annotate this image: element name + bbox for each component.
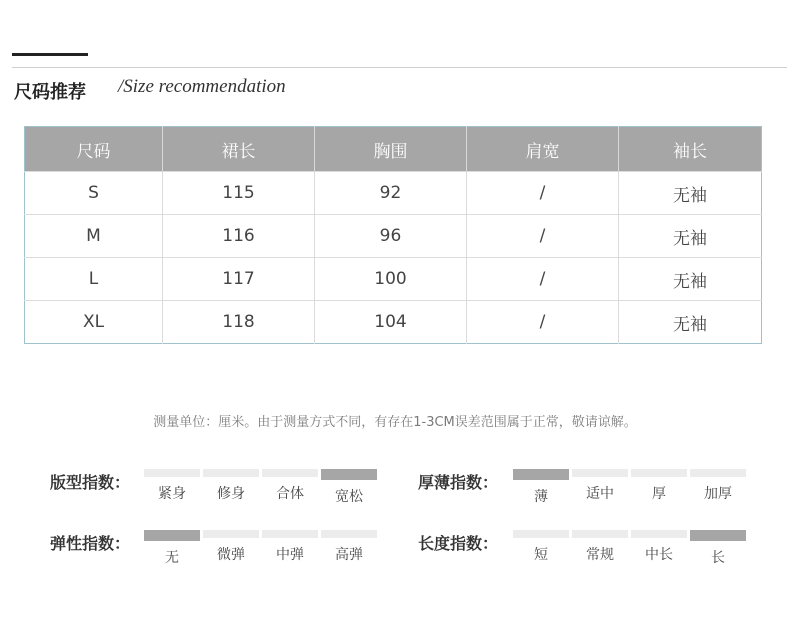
scale-bar [321,530,377,538]
scale-option-label: 适中 [586,486,614,502]
scale-option-label: 无 [165,550,179,566]
table-cell: 100 [315,258,467,301]
scale-option-label: 修身 [217,486,245,502]
scale-option [203,530,259,567]
col-header-bust: 胸围 [315,127,467,172]
thickness-index-label: 厚薄指数： [418,473,499,492]
table-cell: 116 [163,215,315,258]
table-cell: 104 [315,301,467,344]
table-cell: / [467,258,619,301]
table-cell: 118 [163,301,315,344]
table-cell: L [25,258,163,301]
table-row [25,172,762,215]
scale-bar [631,530,687,538]
table-cell: 无袖 [619,301,762,344]
col-header-shoulder: 肩宽 [467,127,619,172]
scale-option [144,530,200,567]
section-title: 尺码推荐 [14,82,86,103]
scale-option [144,469,200,506]
scale-option-label: 中弹 [276,547,304,563]
scale-option-label: 微弹 [217,547,245,563]
scale-option [321,469,377,506]
scale-bar [203,530,259,538]
table-cell: 96 [315,215,467,258]
table-cell: 92 [315,172,467,215]
table-cell: 117 [163,258,315,301]
size-table [24,126,762,344]
scale-bar-selected [513,469,569,480]
scale-option [572,530,628,567]
scale-option [262,469,318,506]
col-header-sleeve: 袖长 [619,127,762,172]
length-index-label: 长度指数： [418,534,499,553]
scale-option-label: 加厚 [704,486,732,502]
table-cell: 无袖 [619,258,762,301]
table-cell: 无袖 [619,172,762,215]
scale-option-label: 紧身 [158,486,186,502]
scale-bar [262,530,318,538]
scale-option-label: 长 [711,550,725,566]
scale-option-label: 高弹 [335,547,363,563]
table-cell: / [467,172,619,215]
scale-option-label: 厚 [652,486,666,502]
fit-index-scale [144,469,377,506]
elasticity-index-label: 弹性指数： [50,534,131,553]
scale-option [690,530,746,567]
measurement-note: 测量单位：厘米。由于测量方式不同，有存在1-3CM误差范围属于正常，敬请谅解。 [153,415,637,430]
scale-bar-selected [321,469,377,480]
table-row [25,301,762,344]
table-header-row [25,127,762,172]
scale-bar [144,469,200,477]
fit-index-label: 版型指数： [50,473,131,492]
table-cell: XL [25,301,163,344]
length-index-scale [513,530,746,567]
section-subtitle: /Size recommendation [118,76,286,97]
scale-option-label: 中长 [645,547,673,563]
scale-bar [572,469,628,477]
scale-bar [262,469,318,477]
scale-bar [203,469,259,477]
scale-option-label: 宽松 [335,489,363,505]
header-accent-bar [12,53,88,56]
scale-bar [572,530,628,538]
scale-option [631,469,687,506]
scale-option [321,530,377,567]
table-row [25,215,762,258]
scale-bar [513,530,569,538]
scale-option-label: 合体 [276,486,304,502]
scale-option [572,469,628,506]
col-header-size: 尺码 [25,127,163,172]
table-cell: / [467,301,619,344]
scale-option [513,530,569,567]
scale-option [513,469,569,506]
header-divider [12,67,787,68]
scale-option-label: 薄 [534,489,548,505]
scale-bar-selected [690,530,746,541]
scale-option-label: 短 [534,547,548,563]
scale-bar [690,469,746,477]
table-cell: M [25,215,163,258]
scale-option-label: 常规 [586,547,614,563]
scale-bar [631,469,687,477]
table-cell: 115 [163,172,315,215]
elasticity-index-scale [144,530,377,567]
col-header-skirt-length: 裙长 [163,127,315,172]
scale-option [262,530,318,567]
table-cell: S [25,172,163,215]
table-row [25,258,762,301]
table-cell: / [467,215,619,258]
table-cell: 无袖 [619,215,762,258]
scale-option [631,530,687,567]
thickness-index-scale [513,469,746,506]
scale-option [690,469,746,506]
scale-bar-selected [144,530,200,541]
scale-option [203,469,259,506]
